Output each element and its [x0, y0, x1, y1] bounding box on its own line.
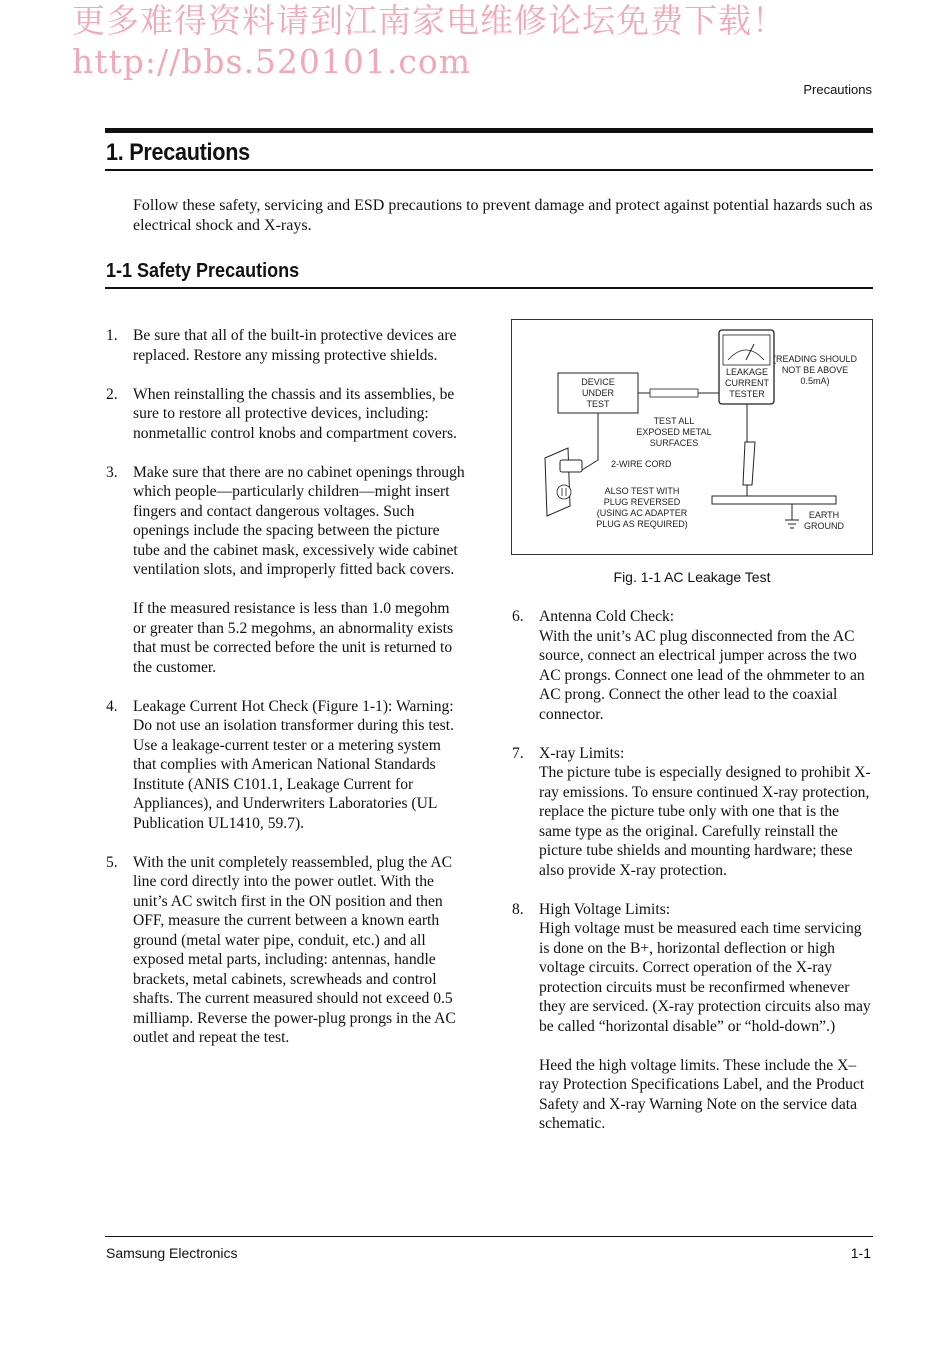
ac-leakage-diagram: [512, 320, 872, 554]
figure-caption: Fig. 1-1 AC Leakage Test: [613, 569, 771, 585]
list-item: [106, 853, 466, 1048]
ac-leakage-figure: [511, 319, 873, 555]
reading-note-1: (READING SHOULD: [772, 354, 858, 364]
test-surfaces-2: EXPOSED METAL: [636, 427, 712, 437]
running-header: Precautions: [803, 82, 872, 97]
section-top-rule: [105, 128, 873, 133]
earth-ground-2: GROUND: [804, 521, 844, 531]
ground-clip-icon: [743, 442, 755, 485]
also-test-2: PLUG REVERSED: [603, 497, 681, 507]
list-item: [512, 900, 874, 1134]
footer-rule: [105, 1236, 873, 1237]
list-item: [106, 385, 466, 444]
earth-ground-1: EARTH: [808, 510, 840, 520]
dut-label-1: DEVICE: [581, 377, 615, 387]
item-number: 3.: [106, 463, 118, 481]
footer-company: Samsung Electronics: [106, 1245, 238, 1261]
section-intro: Follow these safety, servicing and ESD precautions to prevent damage and protect against potential hazards such as electrical shock and X-rays.: [133, 197, 873, 234]
watermark-line-1: 更多难得资料请到江南家电维修论坛免费下载！: [72, 1, 786, 40]
item-paragraph: With the unit completely reassembled, plug the AC line cord directly into the power outlet. With the unit’s AC switch first in the ON position and then OFF, measure the current between a known earth ground (metal water pipe, conduit, etc.) and all exposed metal parts, including: antennas, handle brackets, metal cabinets, screwheads and control shafts. The current measured should not exceed 0.5 milliamp. Reverse the power-plug prongs in the AC outlet and repeat the test.: [133, 853, 456, 1046]
also-test-1: ALSO TEST WITH: [604, 486, 680, 496]
list-item: [106, 697, 466, 834]
cord-label: 2-WIRE CORD: [611, 459, 672, 469]
item-paragraph: Heed the high voltage limits. These include the X–ray Protection Specifications Label, and the Product Safety and X-ray Warning Note on the service data schematic.: [539, 1056, 865, 1132]
ac-plug-icon: [560, 460, 582, 472]
item-paragraph: Leakage Current Hot Check (Figure 1-1): Warning: Do not use an isolation transformer during this test. Use a leakage-current tester or a metering system that complies with American National Standards Institute (ANIS C101.1, Leakage Current for Appliances), and Underwriters Laboratories (UL Publication UL1410, 59.7).: [133, 697, 454, 832]
item-paragraph: Antenna Cold Check: With the unit’s AC plug disconnected from the AC source, connect an electrical jumper across the two AC prongs. Connect one lead of the ohmmeter to an AC prong. Connect the other lead to the coaxial connector.: [539, 608, 865, 723]
watermark-url: http://bbs.520101.com: [72, 42, 472, 81]
item-number: 2.: [106, 385, 118, 403]
reading-note-2: NOT BE ABOVE: [781, 365, 849, 375]
list-item: [512, 607, 874, 724]
item-paragraph: High Voltage Limits: High voltage must be measured each time servicing is done on the B+, horizontal deflection or high voltage circuits. Correct operation of the X-ray protection circuits must be reconfirmed whenever they are serviced. (X-ray protection circuits also may be called “horizontal disable” or “hold-down”.): [539, 900, 871, 1035]
item-number: 8.: [512, 900, 524, 918]
reading-note-3: 0.5mA): [800, 376, 830, 386]
page-number: 1-1: [850, 1245, 871, 1261]
tester-label-2: CURRENT: [725, 378, 769, 388]
item-number: 4.: [106, 697, 118, 715]
item-number: 5.: [106, 853, 118, 871]
item-paragraph: Be sure that all of the built-in protective devices are replaced. Restore any missing protective shields.: [133, 327, 457, 364]
section-title: 1. Precautions: [106, 139, 250, 166]
item-number: 6.: [512, 608, 524, 625]
item-number: 7.: [512, 744, 524, 762]
subsection-underline: [105, 287, 873, 289]
item-number: 1.: [106, 327, 118, 344]
test-probe-icon: [650, 389, 698, 397]
right-column: [512, 607, 874, 1153]
power-cord-wire: [582, 413, 598, 470]
dut-label-3: TEST: [586, 399, 610, 409]
test-surfaces-3: SURFACES: [649, 438, 699, 448]
subsection-title: 1-1 Safety Precautions: [106, 260, 300, 282]
list-item: [106, 463, 466, 678]
tester-label-3: TESTER: [729, 389, 765, 399]
test-surfaces-1: TEST ALL: [653, 416, 695, 426]
item-paragraph: If the measured resistance is less than 1.0 megohm or greater than 5.2 megohms, an abnormality exists that must be corrected before the unit is returned to the customer.: [133, 600, 454, 676]
also-test-4: PLUG AS REQUIRED): [596, 519, 688, 529]
wall-outlet-icon: [545, 448, 570, 516]
item-paragraph: When reinstalling the chassis and its assemblies, be sure to restore all protective devices, including: nonmetallic control knobs and compartment covers.: [133, 385, 457, 442]
also-test-3: (USING AC ADAPTER: [596, 508, 688, 518]
list-item: [106, 326, 466, 365]
outlet-socket-icon: [557, 485, 571, 499]
item-paragraph: Make sure that there are no cabinet openings through which people—particularly children—might insert fingers and contact dangerous voltages. Such openings include the spacing between the picture tube and the cabinet mask, excessively wide cabinet ventilation slots, and improperly fitted back covers.: [133, 463, 465, 578]
left-column: [106, 326, 466, 1067]
precaution-list-right: [512, 607, 874, 1134]
dut-label-2: UNDER: [581, 388, 615, 398]
section-title-underline: [105, 169, 873, 171]
tester-label-1: LEAKAGE: [725, 367, 769, 377]
earth-ground-bar: [712, 496, 836, 504]
item-paragraph: X-ray Limits: The picture tube is especially designed to prohibit X-ray emissions. To ensure continued X-ray protection, replace the picture tube only with one that is the same type as the original. Carefully reinstall the picture tube shields and mounting hardware; these also provide X-ray protection.: [539, 744, 871, 879]
precaution-list-left: [106, 326, 466, 1048]
list-item: [512, 744, 874, 881]
